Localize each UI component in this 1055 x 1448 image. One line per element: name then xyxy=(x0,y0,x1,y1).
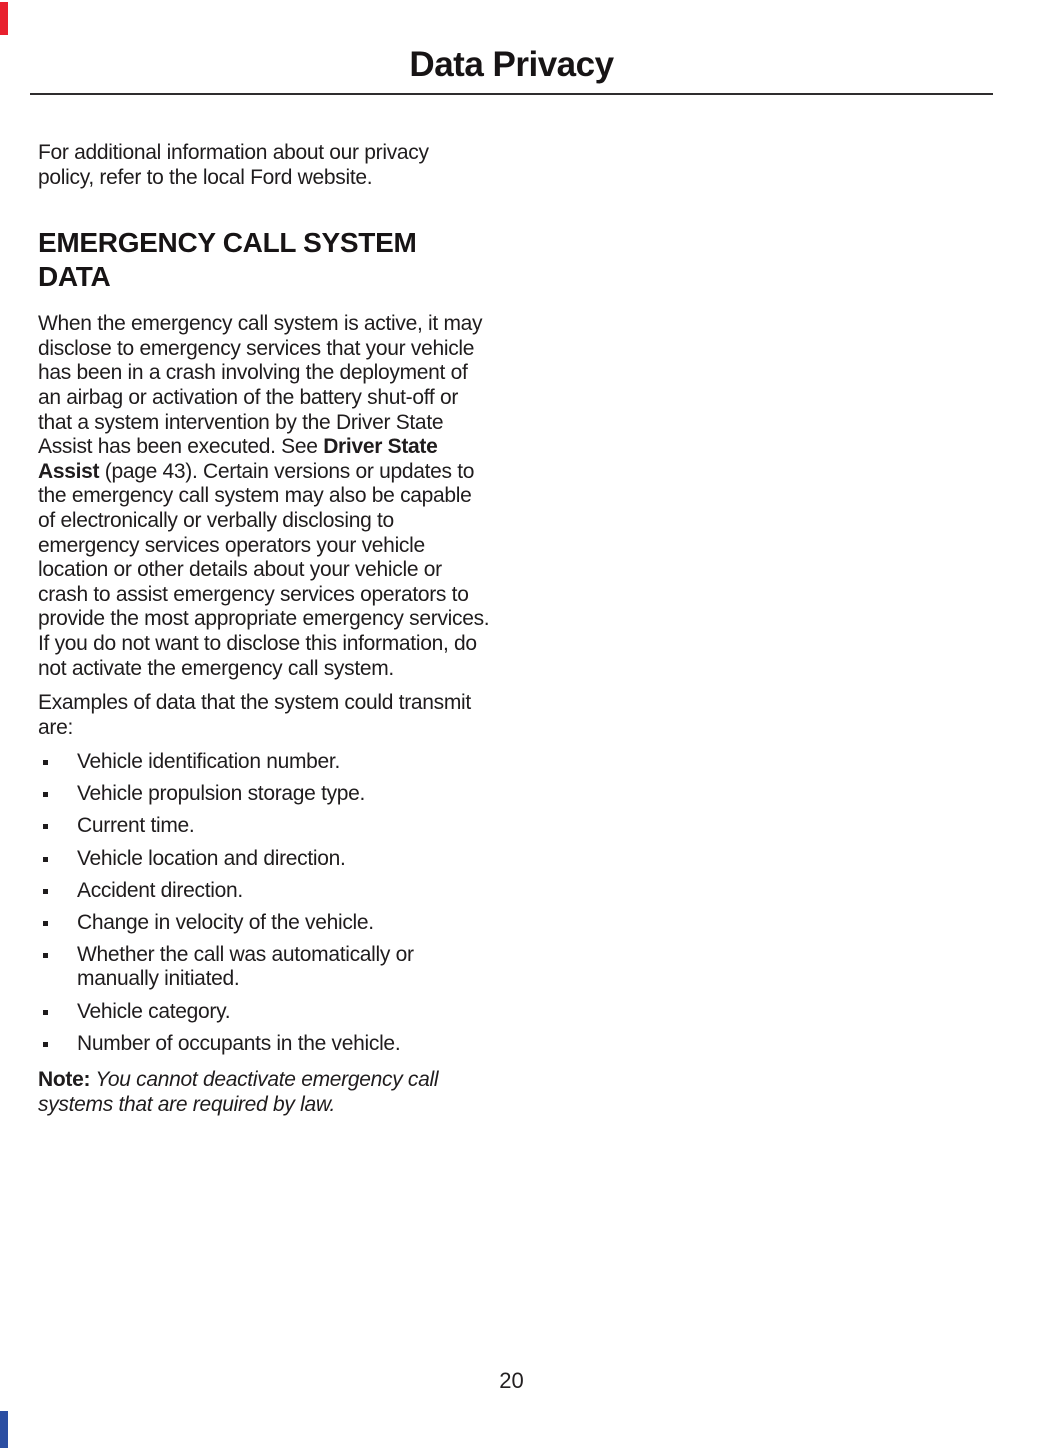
list-item xyxy=(38,1032,490,1057)
page-number: 20 xyxy=(499,1368,524,1393)
list-item xyxy=(38,847,490,872)
list-item xyxy=(38,814,490,839)
bullet-icon xyxy=(43,792,48,797)
list-item xyxy=(38,943,490,992)
page-title: Data Privacy xyxy=(409,45,614,84)
bullet-icon xyxy=(43,921,48,926)
bullet-icon xyxy=(43,1010,48,1015)
list-item-text: Number of occupants in the vehicle. xyxy=(77,1031,401,1055)
bullet-icon xyxy=(43,1042,48,1047)
list-item-text: Vehicle identification number. xyxy=(77,750,341,774)
list-item xyxy=(38,1000,490,1025)
bullet-icon xyxy=(43,889,48,894)
cross-reference-bold: Driver State Assist xyxy=(38,435,438,483)
bullet-icon xyxy=(43,760,48,765)
list-item-text: Vehicle location and direction. xyxy=(77,846,346,870)
list-item-text: Whether the call was automatically or manually initiated. xyxy=(77,942,414,991)
body-text-before: When the emergency call system is active, it may disclose to emergency services that your vehicle has been in a crash involving the deployment of an airbag or activation of the battery shut-off or that a system intervention by the Driver State Assist has been executed. See xyxy=(38,312,483,459)
note-paragraph xyxy=(38,1068,490,1117)
note-label: Note: xyxy=(38,1068,91,1092)
list-item xyxy=(38,879,490,904)
section-edge-tab-blue xyxy=(0,1411,8,1448)
list-item-text: Accident direction. xyxy=(77,878,243,902)
bullet-icon xyxy=(43,953,48,958)
list-item-text: Vehicle propulsion storage type. xyxy=(77,782,366,806)
section-heading: EMERGENCY CALL SYSTEM DATA xyxy=(38,227,417,293)
list-item xyxy=(38,750,490,775)
left-column xyxy=(38,141,490,1117)
note-text: You cannot deactivate emergency call systems that are required by law. xyxy=(38,1068,439,1116)
transmitted-data-list xyxy=(38,750,490,1056)
list-item-text: Change in velocity of the vehicle. xyxy=(77,910,374,934)
list-item xyxy=(38,911,490,936)
body-paragraph xyxy=(38,312,490,681)
bullet-icon xyxy=(43,857,48,862)
intro-paragraph: For additional information about our privacy policy, refer to the local Ford website. xyxy=(38,141,429,189)
section-edge-tab-red xyxy=(0,2,8,35)
list-item-text: Current time. xyxy=(77,814,195,838)
bullet-icon xyxy=(43,824,48,829)
examples-intro: Examples of data that the system could transmit are: xyxy=(38,691,471,739)
title-divider xyxy=(30,93,993,95)
list-item-text: Vehicle category. xyxy=(77,999,231,1023)
list-item xyxy=(38,782,490,807)
body-text-after: (page 43). Certain versions or updates to the emergency call system may also be capable of electronically or verbally disclosing to emergency services operators your vehicle location or other details about your vehicle or crash to assist emergency services operators to provide the most appropriate emergency services. If you do not want to disclose this information, do not activate the emergency call system. xyxy=(38,459,490,680)
